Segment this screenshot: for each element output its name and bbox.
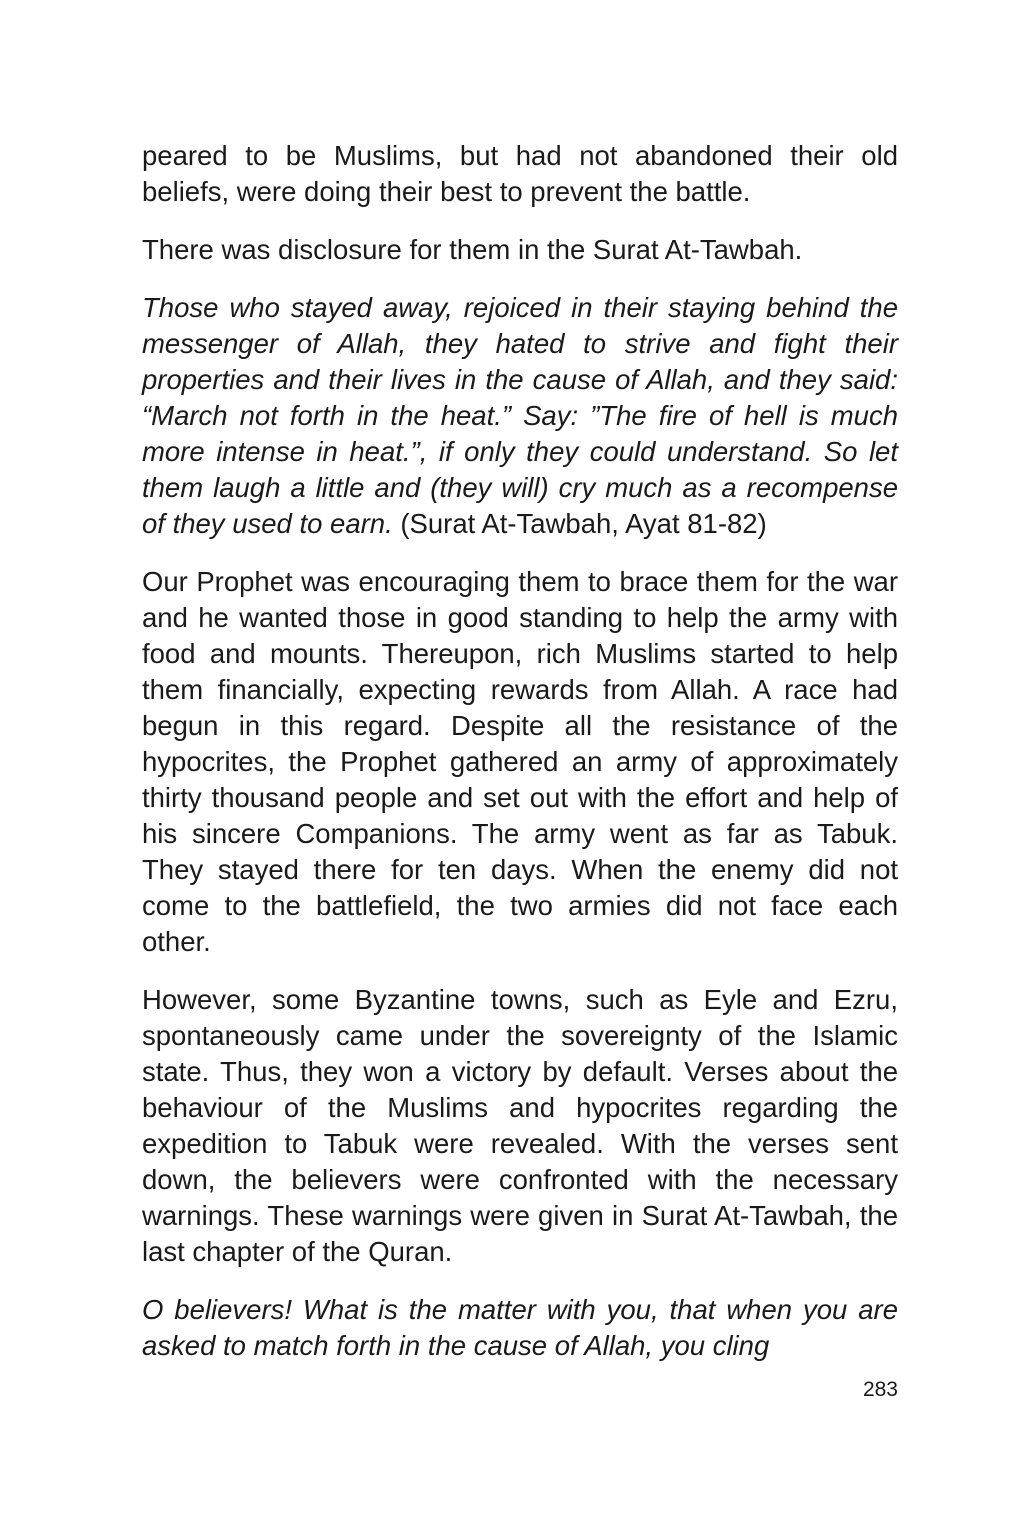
page-body xyxy=(142,138,898,1386)
quote-citation: (Surat At-Tawbah, Ayat 81-82) xyxy=(392,508,767,539)
paragraph-disclosure: There was disclosure for them in the Surat At-Tawbah. xyxy=(142,234,803,265)
paragraph-continuation: peared to be Muslims, but had not abandoned their old beliefs, were doing their best to prevent the battle. xyxy=(142,140,898,207)
quote-tawbah-81-82 xyxy=(142,290,898,542)
quote-o-believers: O believers! What is the matter with you, that when you are asked to match forth in the cause of Allah, you cling xyxy=(142,1294,898,1361)
paragraph-prophet-army: Our Prophet was encouraging them to brace them for the war and he wanted those in good standing to help the army with food and mounts. Thereupon, rich Muslims started to help them financially, expecting rewards from Allah. A race had begun in this regard. Despite all the resistance of the hypocrites, the Prophet gathered an army of approximately thirty thousand people and set out with the effort and help of his sincere Companions. The army went as far as Tabuk. They stayed there for ten days. When the enemy did not come to the battlefield, the two armies did not face each other. xyxy=(142,566,898,957)
paragraph-byzantine-towns: However, some Byzantine towns, such as Eyle and Ezru, spontaneously came under the sovereignty of the Islamic state. Thus, they won a victory by default. Verses about the behaviour of the Muslims and hypocrites regarding the expedition to Tabuk were revealed. With the verses sent down, the believers were confronted with the necessary warnings. These warnings were given in Surat At-Tawbah, the last chapter of the Quran. xyxy=(142,984,898,1267)
quote-text: Those who stayed away, rejoiced in their staying behind the messenger of Allah, they hated to strive and fight their properties and their lives in the cause of Allah, and they said: “March not forth in the heat.” Say: ”The fire of hell is much more intense in heat.”, if only they could understand. So let them laugh a little and (they will) cry much as a recompense of they used to earn. xyxy=(142,292,898,539)
page-number: 283 xyxy=(862,1378,898,1401)
